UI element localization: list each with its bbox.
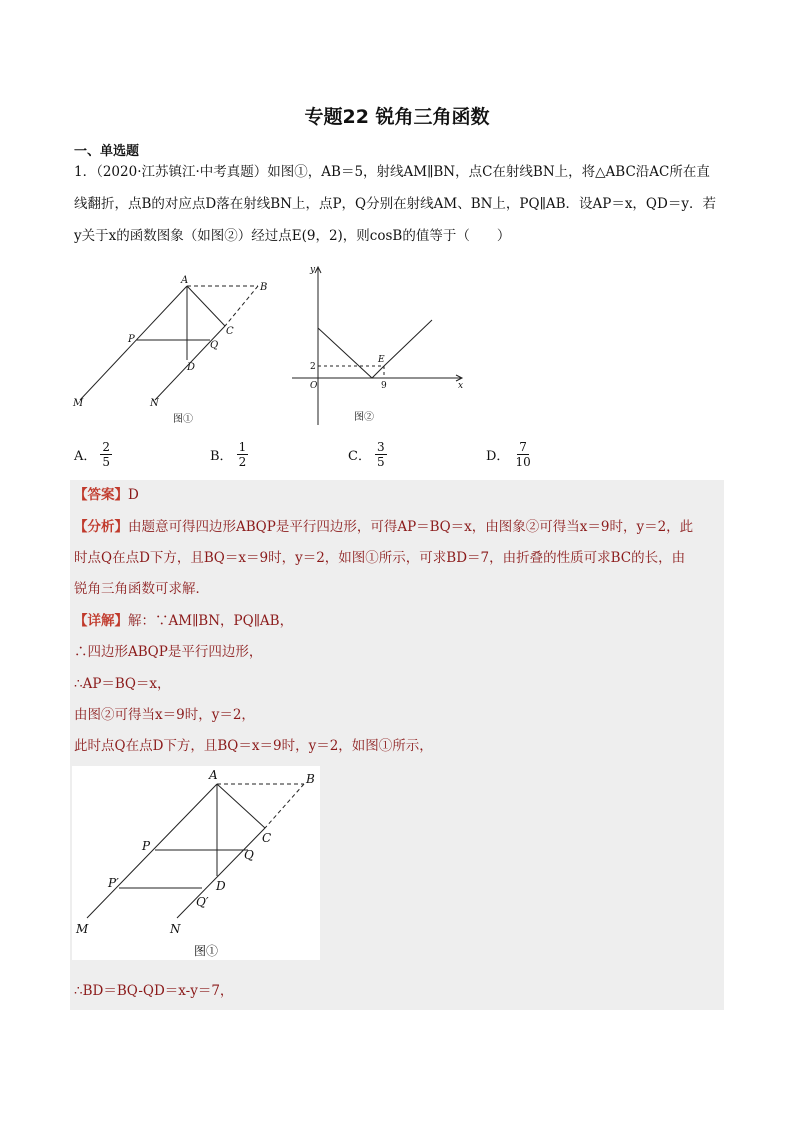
choice-b-label: B．	[210, 449, 233, 464]
label-n: N	[150, 398, 159, 409]
detail-line-1	[74, 610, 293, 632]
choice-d-numerator: 7	[519, 440, 527, 454]
label-p: P	[142, 839, 151, 853]
label-e: E	[378, 355, 385, 365]
label-origin: O	[310, 381, 318, 391]
answer-tag: 【答案】	[74, 487, 128, 503]
function-graph	[318, 320, 432, 378]
label-c: C	[262, 831, 272, 845]
label-p: P	[128, 334, 135, 345]
choice-b-denominator: 2	[238, 455, 247, 469]
label-m: M	[73, 398, 84, 409]
detail-line-4: 由图②可得当x＝9时，y＝2，	[74, 707, 255, 723]
choice-d-denominator: 10	[515, 455, 531, 469]
label-c: C	[226, 326, 234, 337]
label-nine: 9	[381, 381, 387, 391]
label-two: 2	[310, 362, 316, 372]
choice-c[interactable]	[348, 440, 387, 469]
choice-a-label: A．	[74, 449, 97, 464]
question-line-3: y关于x的函数图象（如图②）经过点E(9，2)，则cosB的值等于（ ）	[74, 228, 511, 244]
section-heading: 一、单选题	[74, 144, 140, 159]
label-b: B	[260, 282, 268, 293]
analysis-line-2: 时点Q在点D下方，且BQ＝x＝9时，y＝2，如图①所示，可求BD＝7，由折叠的性质可求BC的长，由	[74, 550, 686, 566]
choice-c-label: C．	[348, 449, 371, 464]
detail-tag: 【详解】	[74, 613, 128, 629]
detail-line-3: ∴AP＝BQ＝x，	[74, 676, 171, 692]
segment-ac	[217, 784, 265, 828]
choice-d-fraction	[513, 440, 532, 469]
label-a: A	[181, 275, 189, 286]
choice-b-numerator: 1	[238, 440, 247, 454]
label-q: Q	[244, 848, 254, 862]
label-a: A	[209, 768, 218, 782]
choice-c-denominator: 5	[376, 455, 385, 469]
segment-bc-dashed	[225, 286, 258, 326]
detail-line-last: ∴BD＝BQ-QD＝x-y＝7，	[74, 983, 234, 999]
choice-a[interactable]	[74, 440, 112, 469]
label-q: Q	[210, 340, 219, 351]
figure-2	[290, 260, 470, 430]
label-d: D	[187, 362, 196, 373]
choice-a-denominator: 5	[102, 455, 111, 469]
segment-ac	[187, 286, 225, 326]
choice-b-fraction	[237, 440, 249, 469]
label-m: M	[76, 922, 89, 936]
choice-c-fraction	[375, 440, 387, 469]
analysis-tag: 【分析】	[74, 519, 128, 535]
page-title: 专题22 锐角三角函数	[304, 106, 490, 128]
choice-d-label: D．	[486, 449, 510, 464]
choice-a-numerator: 2	[102, 440, 111, 454]
analysis-line-1	[74, 516, 693, 538]
analysis-text-1: 由题意可得四边形ABQP是平行四边形，可得AP＝BQ＝x，由图象②可得当x＝9时，y＝2，此	[128, 519, 694, 535]
answer-value: D	[128, 487, 139, 503]
answer-line	[74, 484, 139, 506]
figure-3	[72, 766, 320, 960]
figure-1-caption: 图①	[173, 414, 193, 425]
ray-bn	[177, 828, 265, 918]
label-p-prime: P′	[108, 876, 119, 890]
detail-text-1: 解：∵AM∥BN，PQ∥AB，	[128, 613, 294, 629]
detail-line-5: 此时点Q在点D下方，且BQ＝x＝9时，y＝2，如图①所示，	[74, 738, 433, 754]
label-q-prime: Q′	[196, 895, 209, 909]
choice-c-numerator: 3	[376, 440, 385, 454]
choice-d[interactable]	[486, 440, 533, 469]
choice-b[interactable]	[210, 440, 248, 469]
choice-a-fraction	[100, 440, 112, 469]
label-n: N	[170, 922, 181, 936]
segment-bc-dashed	[265, 784, 304, 828]
label-y-axis: y	[310, 265, 316, 275]
label-b: B	[306, 772, 315, 786]
analysis-line-3: 锐角三角函数可求解．	[74, 581, 209, 597]
question-line-1: 1．（2020·江苏镇江·中考真题）如图①，AB＝5，射线AM∥BN，点C在射线BN上，将△ABC沿AC所在直	[74, 164, 710, 180]
figure-1	[70, 270, 290, 430]
figure-3-caption: 图①	[194, 944, 219, 958]
question-line-2: 线翻折，点B的对应点D落在射线BN上，点P，Q分别在射线AM、BN上，PQ∥AB．设AP＝x，QD＝y．若	[74, 196, 716, 212]
detail-line-2: ∴四边形ABQP是平行四边形，	[74, 644, 263, 660]
label-d: D	[216, 879, 226, 893]
label-x-axis: x	[458, 381, 464, 391]
figure-2-caption: 图②	[354, 412, 374, 423]
